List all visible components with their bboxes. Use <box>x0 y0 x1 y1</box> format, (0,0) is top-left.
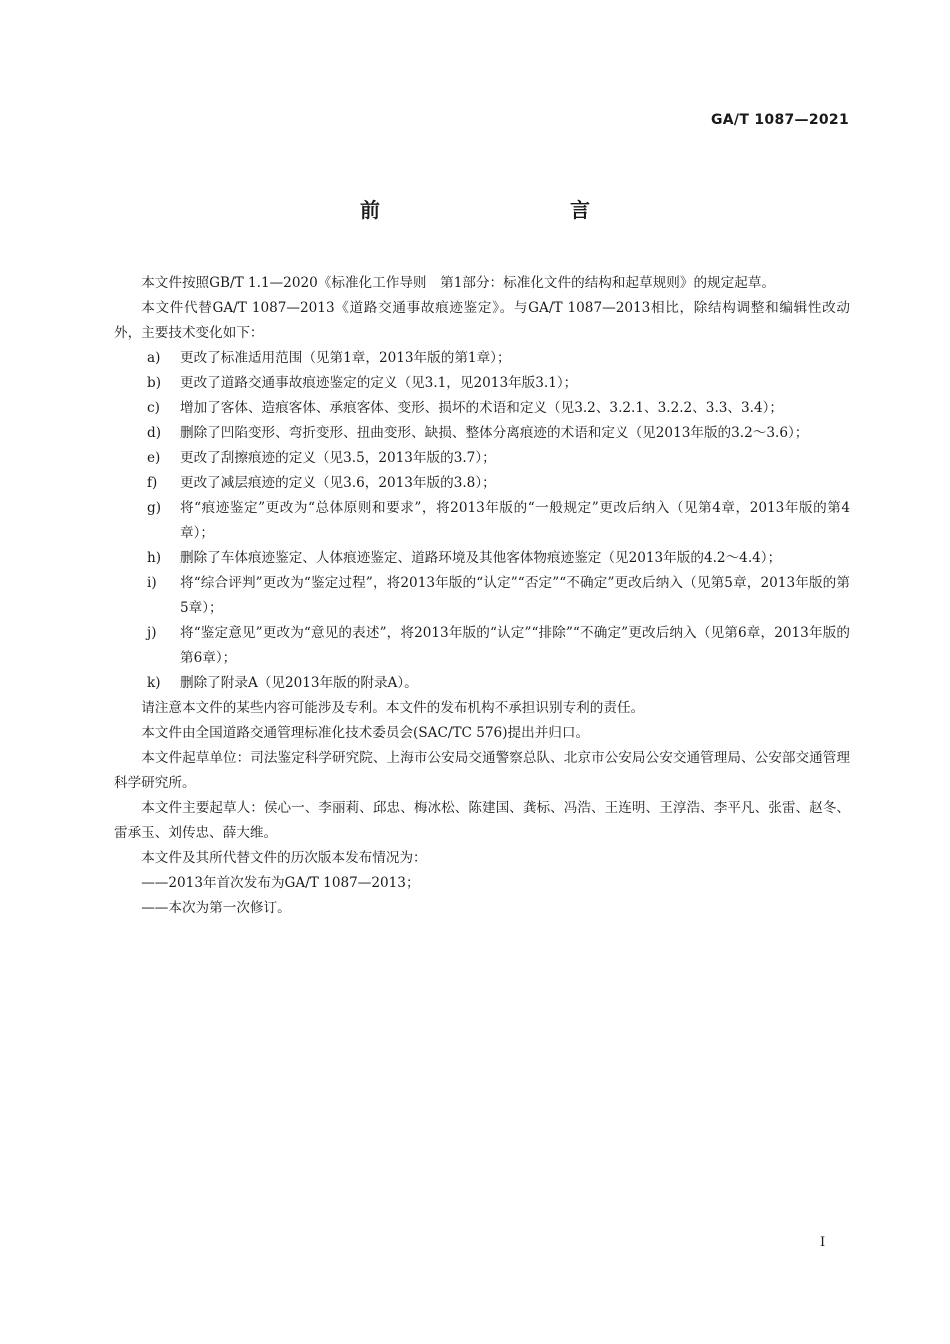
item-label: f) <box>147 475 158 491</box>
item-text: 将“痕迹鉴定”更改为“总体原则和要求”，将2013年版的“一般规定”更改后纳入（见第4章，2013年版的第4章）； <box>180 500 850 541</box>
item-text: 增加了客体、造痕客体、承痕客体、变形、损坏的术语和定义（见3.2、3.2.1、3.2.2、3.3、3.4）； <box>180 400 784 416</box>
item-label: b) <box>147 375 162 391</box>
foreword-body <box>114 271 850 921</box>
item-label: a) <box>147 350 161 366</box>
page-title: 前 言 <box>360 198 640 222</box>
item-text: 更改了标准适用范围（见第1章，2013年版的第1章）； <box>180 350 511 366</box>
drafting-units: 本文件起草单位：司法鉴定科学研究院、上海市公安局交通警察总队、北京市公安局公安交通管理局、公安部交通管理科学研究所。 <box>114 750 850 791</box>
list-item <box>114 371 850 396</box>
list-item <box>114 671 850 696</box>
history-item: ——2013年首次发布为GA/T 1087—2013； <box>141 875 420 891</box>
proposer-statement: 本文件由全国道路交通管理标准化技术委员会(SAC/TC 576)提出并归口。 <box>141 725 590 741</box>
list-item <box>114 446 850 471</box>
item-label: d) <box>147 425 162 441</box>
intro-paragraph: 本文件代替GA/T 1087—2013《道路交通事故痕迹鉴定》。与GA/T 1087—2013相比，除结构调整和编辑性改动外，主要技术变化如下： <box>114 300 850 341</box>
item-text: 将“鉴定意见”更改为“意见的表述”，将2013年版的“认定”“排除”“不确定”更改后纳入（见第6章，2013年版的第6章）； <box>180 625 850 666</box>
item-text: 更改了道路交通事故痕迹鉴定的定义（见3.1，见2013年版3.1）； <box>180 375 578 391</box>
item-label: e) <box>147 450 161 466</box>
item-label: k) <box>147 675 161 691</box>
item-label: g) <box>147 500 162 516</box>
document-code: GA/T 1087—2021 <box>711 112 849 128</box>
item-label: c) <box>147 400 160 416</box>
list-item <box>114 396 850 421</box>
patent-notice: 请注意本文件的某些内容可能涉及专利。本文件的发布机构不承担识别专利的责任。 <box>141 700 645 716</box>
item-label: h) <box>147 550 162 566</box>
history-item: ——本次为第一次修订。 <box>141 900 291 916</box>
item-text: 更改了减层痕迹的定义（见3.6，2013年版的3.8）； <box>180 475 496 491</box>
item-text: 删除了附录A（见2013年版的附录A）。 <box>180 675 418 691</box>
history-intro: 本文件及其所代替文件的历次版本发布情况为： <box>141 850 427 866</box>
list-item <box>114 421 850 446</box>
item-text: 更改了刮擦痕迹的定义（见3.5，2013年版的3.7）； <box>180 450 496 466</box>
item-text: 删除了车体痕迹鉴定、人体痕迹鉴定、道路环境及其他客体物痕迹鉴定（见2013年版的4.2～4.4）； <box>180 550 782 566</box>
list-item <box>114 471 850 496</box>
list-item <box>114 571 850 621</box>
item-label: i) <box>147 575 157 591</box>
page-number: I <box>820 1235 826 1250</box>
item-text: 将“综合评判”更改为“鉴定过程”，将2013年版的“认定”“否定”“不确定”更改后纳入（见第5章，2013年版的第5章）； <box>180 575 850 616</box>
item-text: 删除了凹陷变形、弯折变形、扭曲变形、缺损、整体分离痕迹的术语和定义（见2013年版的3.2～3.6）； <box>180 425 809 441</box>
list-item <box>114 546 850 571</box>
drafters: 本文件主要起草人：侯心一、李丽莉、邱忠、梅冰松、陈建国、龚标、冯浩、王连明、王淳浩、李平凡、张雷、赵冬、雷承玉、刘传忠、薛大维。 <box>114 800 850 841</box>
list-item <box>114 346 850 371</box>
list-item <box>114 621 850 671</box>
changes-list <box>114 346 850 696</box>
item-label: j) <box>147 625 157 641</box>
intro-paragraph: 本文件按照GB/T 1.1—2020《标准化工作导则 第1部分：标准化文件的结构和起草规则》的规定起草。 <box>141 275 776 291</box>
list-item <box>114 496 850 546</box>
